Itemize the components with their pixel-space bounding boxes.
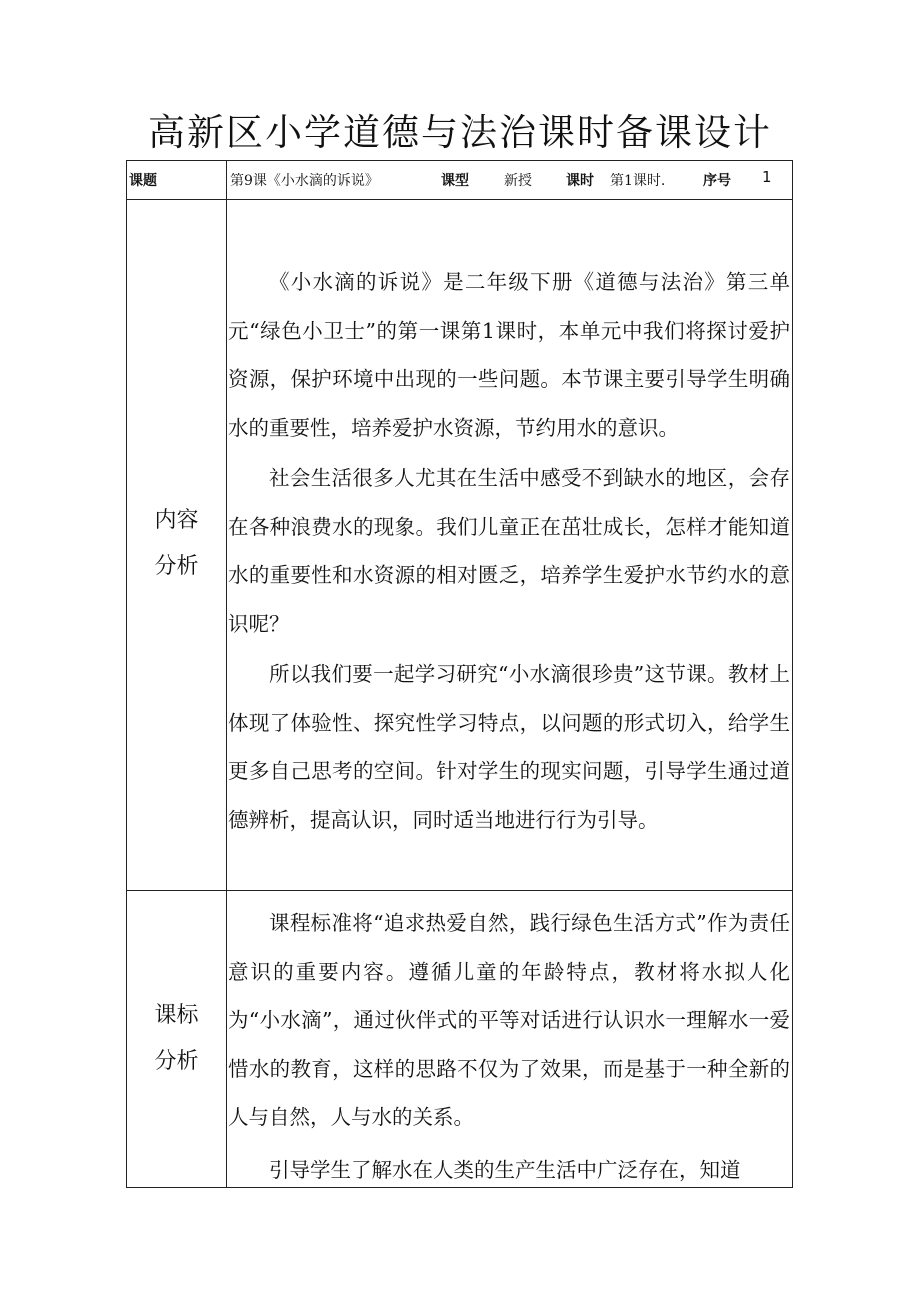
topic-label: 课题: [129, 173, 157, 189]
standard-analysis-label-line1: 课标: [154, 1003, 199, 1028]
standard-analysis-text: [228, 899, 790, 1194]
page-title: 高新区小学道德与法治课时备课设计: [148, 111, 772, 154]
type-label: 课型: [441, 173, 469, 189]
content-analysis-paragraph-1: 《小水滴的诉说》是二年级下册《道德与法治》第三单元“绿色小卫士”的第一课第1课时，本单元中我们将探讨爱护资源，保护环境中出现的一些问题。本节课主要引导学生明确水的重要性，培养爱护水资源，节约用水的意识。: [228, 270, 790, 440]
content-analysis-paragraph-3: 所以我们要一起学习研究“小水滴很珍贵”这节课。教材上体现了体验性、探究性学习特点，以问题的形式切入，给学生更多自己思考的空间。针对学生的现实问题，引导学生通过道德辨析，提高认识，同时适当地进行行为引导。: [228, 662, 790, 832]
type-value: 新授: [504, 173, 532, 189]
standard-analysis-paragraph-1: 课程标准将“追求热爱自然，践行绿色生活方式”作为责任意识的重要内容。遵循儿童的年龄特点，教材将水拟人化为“小水滴”，通过伙伴式的平等对话进行认识水一理解水一爱惜水的教育，这样的思路不仅为了效果，而是基于一种全新的人与自然，人与水的关系。: [228, 911, 790, 1129]
content-analysis-label: [127, 498, 226, 590]
content-analysis-text: [228, 258, 790, 844]
content-analysis-label-line1: 内容: [154, 508, 199, 533]
period-label: 课时: [566, 173, 594, 189]
content-analysis-label-line2: 分析: [154, 554, 199, 579]
period-value: 第1课时.: [610, 173, 666, 189]
content-analysis-paragraph-2: 社会生活很多人尤其在生活中感受不到缺水的地区，会存在各种浪费水的现象。我们儿童正在茁壮成长，怎样才能知道水的重要性和水资源的相对匮乏，培养学生爱护水节约水的意识呢？: [228, 466, 790, 636]
standard-analysis-paragraph-2: 引导学生了解水在人类的生产生活中广泛存在，知道: [269, 1157, 741, 1182]
topic-value: 第9课《小水滴的诉说》: [230, 173, 379, 189]
table-border-right: [792, 160, 793, 1188]
standard-analysis-label-line2: 分析: [154, 1049, 199, 1074]
seq-value: 1: [762, 168, 772, 186]
standard-analysis-label: [127, 993, 226, 1085]
seq-label: 序号: [703, 173, 731, 189]
table-border-column: [226, 160, 227, 1188]
